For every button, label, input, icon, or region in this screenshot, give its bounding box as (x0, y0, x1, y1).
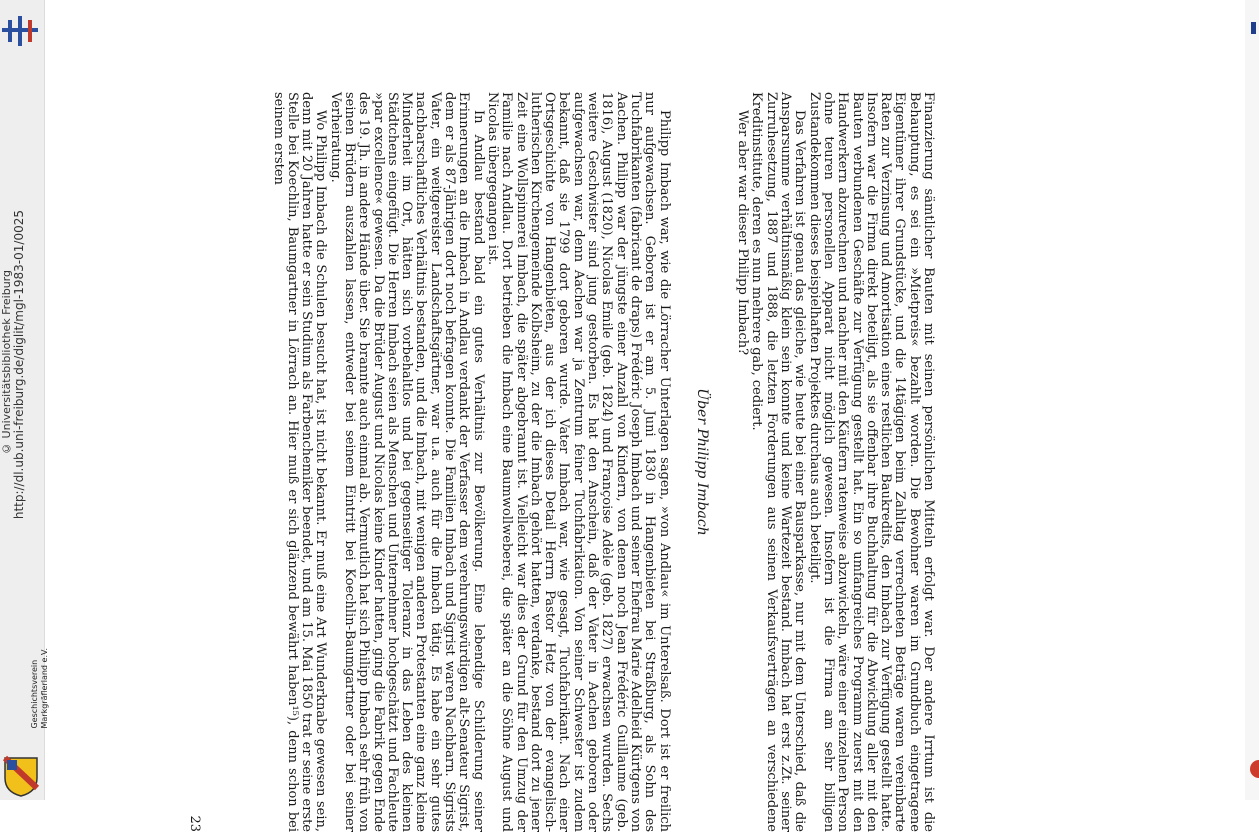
paragraph-3: Wer aber war dieser Philipp Imbach? (735, 110, 751, 356)
copyright-notice: © Universitätsbibliothek Freiburg (0, 270, 13, 455)
paragraph-1: Finanzierung sämtlicher Bauten mit seinen persönlichen Mitteln erfolgt war. Der andere Irrtum ist die Behauptung, es sei ein »Mietpreis« bezahlt worden. Die Bewohner waren im Grundbuch eingetragene Eigentümer ihrer Grundstücke, und die 14tägigen beim Zahltag verrechneten Beträge waren vereinbarte Raten zur Verzinsung und Amortisation eines restlichen Baukredits, den Imbach zur Verfügung gestellt hatte. Insofern war die Firma direkt beteiligt, als sie offenbar ihre Buchhaltung für die Abwicklung aller mit den Bauten verbundenen Geschäfte zur Verfügung gestellt hat. Ein so umfangreiches Programm zuerst mit den Handwerkern abzurechnen und nachher mit den Käufern ratenweise abzuwickeln, wäre einer einzelnen Person ohne teuren personellen Apparat nicht möglich gewesen. Insofern ist die Firma am sehr billigen Zustandekommen dieses beispielhaften Projektes durchaus auch beteiligt. (806, 92, 936, 832)
paragraph-4: Philipp Imbach war, wie die Lörracher Unterlagen sagen, »von Andlau« im Unterelsaß. Dort ist er freilich nur aufgewachsen. Geboren ist er am 5. Juni 1830 in Hangenbieten bei Straßburg, als Sohn des Tuchfabrikanten (fabricant de draps) Frédéric Joseph Imbach und seiner Ehefrau Marie Adelheid Kürtgens von Aachen. Philipp war der jüngste einer Anzahl von Kindern, von denen noch Jean Frédéric Guillaume (geb. 1816), August (1820), Nicolas Emile (geb. 1824) und Françoise Adèle (geb. 1827) erwachsen wurden. Sechs weitere Geschwister sind jung gestorben. Es hat den Anschein, daß der Vater in Aachen geboren oder aufgewachsen war, denn Aachen war ja Zentrum feiner Tuchfabrikation. Von seiner Schwester ist zudem bekannt, daß sie 1799 dort geboren wurde. Vater Imbach war, wie gesagt, Tuchfabrikant. Nach einer Ortsgeschichte von Hangenbieten, aus der ich dieses Detail Herrn Pastor Hetz von der evangelisch-lutherischen Kirchengemeinde Kolbsheim, zu der die Imbach gehört hatten, verdanke, bestand dort zu jener Zeit eine Wollspinnerei Imbach, die später abgebrannt ist. Vielleicht war dies der Grund für den Umzug der Familie nach Andlau. Dort betrieben die Imbach eine Baumwollweberei, die später an die Söhne August und Nicolas übergegangen ist. (484, 92, 672, 832)
society-line-1: Geschichtsverein (30, 659, 39, 729)
society-name (30, 648, 50, 729)
next-page-marker-icon[interactable] (1251, 22, 1256, 34)
scanned-page-rotated (187, 92, 936, 832)
paragraph-5: In Andlau bestand bald ein gutes Verhältnis zur Bevölkerung. Eine lebendige Schilderung seiner Erinnerungen an die Imbach in Andlau verdankt der Verfasser dem verehrungswürdigen alt-Senateur Sigrist, dem er als 87-Jährigen dort noch befragen konnte. Die Familien Imbach und Sigrist waren Nachbarn. Sigrists Vater, ein weitgereister Landschaftsgärtner, war u.a. auch für die Imbach tätig. Es habe ein sehr gutes nachbarschaftliches Verhältnis bestanden, und die Imbach, mit wenigen anderen Protestanten eine ganz kleine Minderheit im Ort, hätten sich vorbehaltlos und bei gegenseitiger Toleranz in das Leben des kleinen Städtchens eingefügt. Die Herren Imbach seien als Menschen und Unternehmer hochgeschätzt und Fachleute »par excellence« gewesen. Da die Brüder August und Nicolas keine Kinder hatten, ging die Fabrik gegen Ende des 19. Jh. in andere Hände über. Sie brannte auch einmal ab. Vermutlich hat sich Philipp Imbach sehr früh von seinen Brüdern auszahlen lassen, entweder bei seinem Eintritt bei Koechlin-Baumgartner oder bei seiner Verheiratung. (327, 92, 486, 832)
library-logo-icon (0, 14, 40, 48)
printed-page (187, 92, 936, 832)
section-heading: Über Philipp Imbach (693, 388, 710, 536)
society-crest-icon (1, 754, 41, 798)
page-number: 23 (187, 815, 203, 832)
paragraph-6: Wo Philipp Imbach die Schulen besucht hat, ist nicht bekannt. Er muß eine Art Wunderknabe gewesen sein, denn mit 20 Jahren hatte er sein Studium als Farbenchemiker beendet, und am 15. Mai 1850 trat er seine erste Stelle bei Koechlin, Baumgartner in Lörrach an. Hier muß er sich glänzend bewährt haben¹⁵), denn schon bei seinem ersten (270, 92, 329, 832)
viewer-right-strip (1245, 0, 1259, 800)
viewer-left-strip (0, 0, 49, 800)
viewer-toggle-icon[interactable] (1250, 760, 1259, 778)
paragraph-2: Das Verfahren ist genau das gleiche, wie heute bei einer Bausparkasse, nur mit dem Unterschied, daß die Ansparsumme verhältnismäßig klein sein konnte und keine Wartezeit bestand. Imbach hat erst z.Zt. seiner Zurruhesetzung, 1887 und 1888, die letzten Forderungen aus seinen Verkaufsverträgen an verschiedene Kreditinstitute, deren es nun mehrere gab, cediert. (749, 92, 808, 832)
society-line-2: Markgräflerland e.V. (40, 648, 49, 729)
document-url[interactable]: http://dl.ub.uni-freiburg.de/diglit/mgl-1983-01/0025 (12, 210, 26, 520)
